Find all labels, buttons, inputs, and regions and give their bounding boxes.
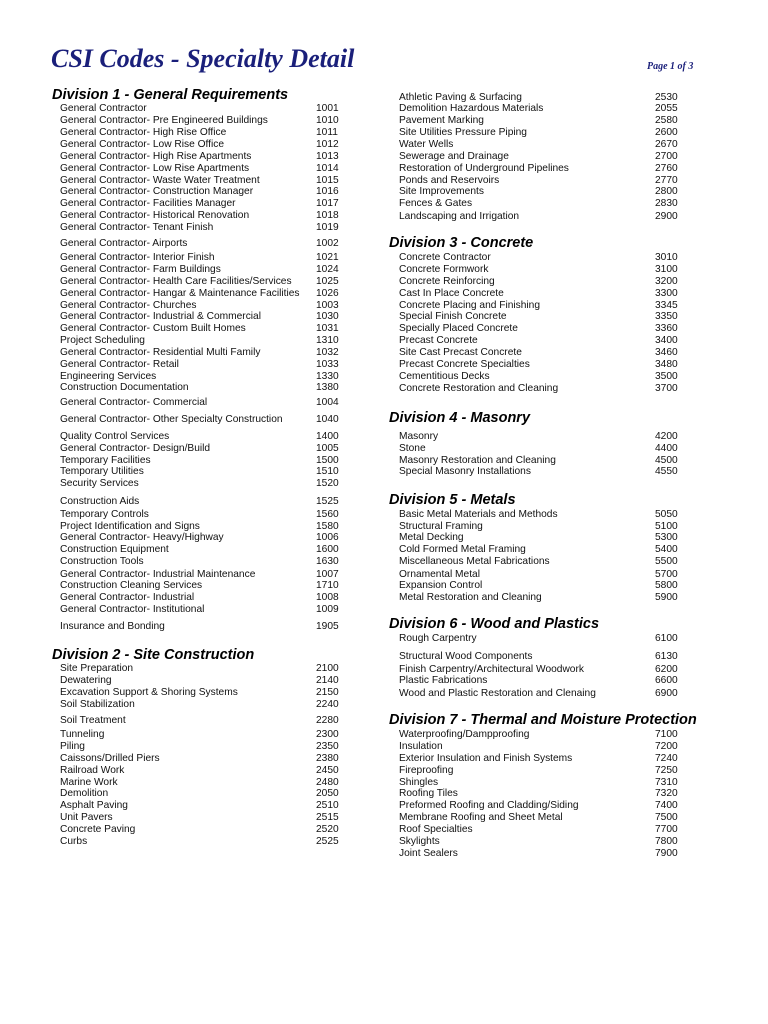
code-row — [399, 311, 689, 323]
specialty-name: Metal Decking — [399, 532, 464, 543]
csi-code: 5400 — [655, 544, 678, 555]
code-row — [399, 651, 689, 663]
specialty-name: Expansion Control — [399, 580, 483, 591]
page-title: CSI Codes - Specialty Detail — [51, 44, 355, 73]
csi-code: 1024 — [316, 264, 339, 275]
csi-code: 7320 — [655, 788, 678, 799]
code-row — [399, 431, 689, 443]
specialty-name: Ponds and Reservoirs — [399, 175, 500, 186]
csi-code: 3345 — [655, 300, 678, 311]
csi-code: 1014 — [316, 163, 339, 174]
csi-code: 2050 — [316, 788, 339, 799]
csi-code: 3300 — [655, 288, 678, 299]
specialty-name: Project Identification and Signs — [60, 521, 200, 532]
csi-code: 5900 — [655, 592, 678, 603]
specialty-name: General Contractor- Historical Renovation — [60, 210, 250, 221]
code-row — [399, 323, 689, 335]
csi-code: 3500 — [655, 371, 678, 382]
csi-code: 1032 — [316, 347, 339, 358]
specialty-name: Asphalt Paving — [60, 800, 128, 811]
specialty-name: Security Services — [60, 478, 139, 489]
division-heading: Division 2 - Site Construction — [52, 647, 255, 663]
code-row — [399, 359, 689, 371]
code-row — [399, 741, 689, 753]
specialty-name: Pavement Marking — [399, 115, 484, 126]
csi-code: 1400 — [316, 431, 339, 442]
csi-code: 2600 — [655, 127, 678, 138]
code-row — [399, 509, 689, 521]
csi-code: 2300 — [316, 729, 339, 740]
specialty-name: General Contractor- Other Specialty Construction — [60, 414, 283, 425]
csi-code: 6600 — [655, 675, 678, 686]
csi-code: 2525 — [316, 836, 339, 847]
csi-code: 1011 — [316, 127, 338, 138]
csi-code: 5500 — [655, 556, 678, 567]
code-row — [399, 198, 689, 210]
specialty-name: Cold Formed Metal Framing — [399, 544, 526, 555]
csi-code: 7200 — [655, 741, 678, 752]
specialty-name: Specially Placed Concrete — [399, 323, 518, 334]
csi-code: 1006 — [316, 532, 339, 543]
specialty-name: General Contractor- Tenant Finish — [60, 222, 214, 233]
csi-code: 2520 — [316, 824, 339, 835]
csi-code: 2055 — [655, 103, 678, 114]
csi-code: 1003 — [316, 300, 339, 311]
csi-code: 1013 — [316, 151, 339, 162]
csi-code: 1021 — [316, 252, 339, 263]
code-row — [399, 335, 689, 347]
specialty-name: Structural Framing — [399, 521, 483, 532]
csi-code: 3350 — [655, 311, 678, 322]
code-row — [399, 371, 689, 383]
specialty-name: General Contractor- Construction Manager — [60, 186, 254, 197]
csi-code: 1015 — [316, 175, 339, 186]
code-row — [399, 729, 689, 741]
specialty-name: Water Wells — [399, 139, 454, 150]
csi-code: 1330 — [316, 371, 339, 382]
code-row — [399, 383, 689, 395]
specialty-name: Fences & Gates — [399, 198, 473, 209]
specialty-name: Special Masonry Installations — [399, 466, 531, 477]
specialty-name: Curbs — [60, 836, 88, 847]
csi-code: 1016 — [316, 186, 339, 197]
division-heading: Division 4 - Masonry — [389, 410, 531, 426]
code-row — [399, 264, 689, 276]
csi-code: 3100 — [655, 264, 678, 275]
specialty-name: Site Preparation — [60, 663, 134, 674]
csi-code: 7100 — [655, 729, 678, 740]
division-heading: Division 5 - Metals — [389, 492, 516, 508]
csi-code: 4500 — [655, 455, 678, 466]
specialty-name: Shingles — [399, 777, 439, 788]
csi-code: 2700 — [655, 151, 678, 162]
code-row — [399, 580, 689, 592]
specialty-name: Construction Cleaning Services — [60, 580, 203, 591]
specialty-name: Precast Concrete — [399, 335, 478, 346]
csi-code: 2515 — [316, 812, 339, 823]
csi-code: 2380 — [316, 753, 339, 764]
specialty-name: General Contractor — [60, 103, 147, 114]
specialty-name: Exterior Insulation and Finish Systems — [399, 753, 573, 764]
specialty-name: Masonry Restoration and Cleaning — [399, 455, 556, 466]
specialty-name: Unit Pavers — [60, 812, 113, 823]
csi-code: 1007 — [316, 569, 339, 580]
csi-code: 2510 — [316, 800, 339, 811]
specialty-name: Demolition — [60, 788, 109, 799]
csi-code: 7250 — [655, 765, 678, 776]
specialty-name: General Contractor- Industrial & Commercial — [60, 311, 261, 322]
code-row — [399, 252, 689, 264]
specialty-name: Temporary Utilities — [60, 466, 144, 477]
specialty-name: General Contractor- Interior Finish — [60, 252, 215, 263]
code-row — [399, 186, 689, 198]
csi-code: 2140 — [316, 675, 339, 686]
code-row — [399, 836, 689, 848]
csi-code: 2670 — [655, 139, 678, 150]
csi-code: 7700 — [655, 824, 678, 835]
csi-code: 5800 — [655, 580, 678, 591]
csi-code: 1026 — [316, 288, 339, 299]
csi-code: 7310 — [655, 777, 678, 788]
specialty-name: Ornamental Metal — [399, 569, 480, 580]
csi-code: 1002 — [316, 238, 339, 249]
division-heading: Division 6 - Wood and Plastics — [389, 616, 600, 632]
specialty-name: Concrete Paving — [60, 824, 136, 835]
csi-code: 7800 — [655, 836, 678, 847]
page-number: Page 1 of 3 — [647, 61, 694, 72]
csi-code: 5300 — [655, 532, 678, 543]
csi-code: 3400 — [655, 335, 678, 346]
specialty-name: Engineering Services — [60, 371, 157, 382]
csi-code: 2530 — [655, 92, 678, 103]
specialty-name: General Contractor- Commercial — [60, 397, 208, 408]
specialty-name: Roofing Tiles — [399, 788, 458, 799]
csi-code: 7500 — [655, 812, 678, 823]
specialty-name: Project Scheduling — [60, 335, 145, 346]
specialty-name: General Contractor- High Rise Apartments — [60, 151, 252, 162]
code-row — [399, 765, 689, 777]
specialty-name: Site Improvements — [399, 186, 484, 197]
specialty-name: General Contractor- Low Rise Office — [60, 139, 225, 150]
csi-code: 1019 — [316, 222, 339, 233]
csi-code: 1040 — [316, 414, 339, 425]
specialty-name: Stone — [399, 443, 426, 454]
code-row — [399, 466, 689, 478]
division-heading: Division 3 - Concrete — [389, 235, 534, 251]
csi-code: 1580 — [316, 521, 339, 532]
specialty-name: General Contractor- Health Care Facilities/Services — [60, 276, 292, 287]
csi-code: 1525 — [316, 496, 339, 507]
csi-code: 3200 — [655, 276, 678, 287]
specialty-name: Restoration of Underground Pipelines — [399, 163, 569, 174]
csi-code: 1600 — [316, 544, 339, 555]
code-row — [399, 163, 689, 175]
csi-code: 6100 — [655, 633, 678, 644]
csi-code: 6200 — [655, 664, 678, 675]
specialty-name: Landscaping and Irrigation — [399, 211, 520, 222]
specialty-name: Concrete Placing and Finishing — [399, 300, 541, 311]
code-row — [399, 103, 689, 115]
code-row — [399, 824, 689, 836]
specialty-name: Soil Stabilization — [60, 699, 135, 710]
specialty-name: Finish Carpentry/Architectural Woodwork — [399, 664, 584, 675]
csi-code: 6130 — [655, 651, 678, 662]
specialty-name: Soil Treatment — [60, 715, 126, 726]
csi-code: 3360 — [655, 323, 678, 334]
specialty-name: Basic Metal Materials and Methods — [399, 509, 558, 520]
specialty-name: General Contractor- Churches — [60, 300, 197, 311]
csi-code: 2760 — [655, 163, 678, 174]
csi-code: 7240 — [655, 753, 678, 764]
code-row — [399, 800, 689, 812]
code-row — [399, 347, 689, 359]
specialty-name: Temporary Facilities — [60, 455, 151, 466]
csi-code: 1005 — [316, 443, 339, 454]
specialty-name: Structural Wood Components — [399, 651, 533, 662]
csi-code: 1380 — [316, 382, 339, 393]
csi-code: 5700 — [655, 569, 678, 580]
csi-code: 4400 — [655, 443, 678, 454]
specialty-name: Precast Concrete Specialties — [399, 359, 530, 370]
code-row — [399, 532, 689, 544]
csi-code: 2770 — [655, 175, 678, 186]
specialty-name: Site Utilities Pressure Piping — [399, 127, 527, 138]
specialty-name: General Contractor- Industrial — [60, 592, 195, 603]
csi-code: 1017 — [316, 198, 339, 209]
specialty-name: General Contractor- Industrial Maintenance — [60, 569, 256, 580]
specialty-name: Marine Work — [60, 777, 118, 788]
code-row — [399, 556, 689, 568]
specialty-name: Roof Specialties — [399, 824, 473, 835]
csi-code: 2150 — [316, 687, 339, 698]
csi-code: 5100 — [655, 521, 678, 532]
specialty-name: Cementitious Decks — [399, 371, 490, 382]
specialty-name: Construction Equipment — [60, 544, 169, 555]
division-heading: Division 1 - General Requirements — [52, 87, 289, 103]
csi-code: 2450 — [316, 765, 339, 776]
specialty-name: General Contractor- Custom Built Homes — [60, 323, 246, 334]
code-row — [399, 592, 689, 604]
code-row — [399, 127, 689, 139]
code-row — [399, 788, 689, 800]
specialty-name: General Contractor- Low Rise Apartments — [60, 163, 250, 174]
specialty-name: Piling — [60, 741, 85, 752]
csi-code: 2480 — [316, 777, 339, 788]
code-row — [399, 443, 689, 455]
csi-code: 1018 — [316, 210, 339, 221]
specialty-name: Excavation Support & Shoring Systems — [60, 687, 238, 698]
csi-code: 1033 — [316, 359, 339, 370]
specialty-name: General Contractor- Airports — [60, 238, 188, 249]
specialty-name: General Contractor- Waste Water Treatment — [60, 175, 260, 186]
specialty-name: Metal Restoration and Cleaning — [399, 592, 542, 603]
csi-code: 1905 — [316, 621, 339, 632]
specialty-name: Wood and Plastic Restoration and Clenaing — [399, 688, 596, 699]
specialty-name: Construction Documentation — [60, 382, 189, 393]
code-row — [399, 633, 689, 645]
csi-code: 2800 — [655, 186, 678, 197]
specialty-name: Special Finish Concrete — [399, 311, 507, 322]
specialty-name: Quality Control Services — [60, 431, 170, 442]
specialty-name: Railroad Work — [60, 765, 125, 776]
specialty-name: Concrete Restoration and Cleaning — [399, 383, 559, 394]
specialty-name: Athletic Paving & Surfacing — [399, 92, 522, 103]
specialty-name: Rough Carpentry — [399, 633, 477, 644]
csi-code: 1008 — [316, 592, 339, 603]
specialty-name: Preformed Roofing and Cladding/Siding — [399, 800, 579, 811]
code-row — [399, 675, 689, 687]
csi-code: 1030 — [316, 311, 339, 322]
specialty-name: Concrete Reinforcing — [399, 276, 495, 287]
specialty-name: General Contractor- Retail — [60, 359, 179, 370]
csi-code: 3010 — [655, 252, 678, 263]
specialty-name: Insurance and Bonding — [60, 621, 165, 632]
specialty-name: General Contractor- Heavy/Highway — [60, 532, 224, 543]
specialty-name: Caissons/Drilled Piers — [60, 753, 160, 764]
specialty-name: Waterproofing/Dampproofing — [399, 729, 530, 740]
csi-code: 1031 — [316, 323, 339, 334]
csi-code: 2900 — [655, 211, 678, 222]
csi-code: 1001 — [316, 103, 339, 114]
csi-code: 1025 — [316, 276, 339, 287]
csi-code: 2830 — [655, 198, 678, 209]
code-row — [399, 139, 689, 151]
csi-code: 4200 — [655, 431, 678, 442]
code-row — [399, 688, 689, 700]
csi-code: 1009 — [316, 604, 339, 615]
specialty-name: Demolition Hazardous Materials — [399, 103, 544, 114]
specialty-name: Joint Sealers — [399, 848, 458, 859]
csi-code: 7900 — [655, 848, 678, 859]
csi-code: 2100 — [316, 663, 339, 674]
specialty-name: Tunneling — [60, 729, 105, 740]
csi-code: 1010 — [316, 115, 339, 126]
csi-code: 7400 — [655, 800, 678, 811]
csi-code: 1012 — [316, 139, 339, 150]
csi-code: 4550 — [655, 466, 678, 477]
specialty-name: General Contractor- High Rise Office — [60, 127, 227, 138]
specialty-name: Fireproofing — [399, 765, 454, 776]
csi-code: 1500 — [316, 455, 339, 466]
csi-code: 1520 — [316, 478, 339, 489]
specialty-name: Insulation — [399, 741, 443, 752]
csi-code: 1310 — [316, 335, 339, 346]
csi-code: 1630 — [316, 556, 339, 567]
specialty-name: Cast In Place Concrete — [399, 288, 504, 299]
code-row — [399, 753, 689, 765]
code-row — [399, 276, 689, 288]
specialty-name: Concrete Contractor — [399, 252, 491, 263]
specialty-name: Dewatering — [60, 675, 112, 686]
specialty-name: Concrete Formwork — [399, 264, 489, 275]
csi-code: 1004 — [316, 397, 339, 408]
specialty-name: General Contractor- Residential Multi Family — [60, 347, 261, 358]
specialty-name: General Contractor- Design/Build — [60, 443, 211, 454]
csi-code: 1710 — [316, 580, 339, 591]
specialty-name: Masonry — [399, 431, 439, 442]
specialty-name: General Contractor- Pre Engineered Buildings — [60, 115, 268, 126]
csi-code: 2240 — [316, 699, 339, 710]
specialty-name: Miscellaneous Metal Fabrications — [399, 556, 550, 567]
csi-code: 2280 — [316, 715, 339, 726]
csi-code: 1510 — [316, 466, 339, 477]
specialty-name: General Contractor- Facilities Manager — [60, 198, 236, 209]
code-row — [399, 848, 689, 860]
specialty-name: Plastic Fabrications — [399, 675, 488, 686]
csi-code: 2580 — [655, 115, 678, 126]
specialty-name: Site Cast Precast Concrete — [399, 347, 522, 358]
code-row — [399, 115, 689, 127]
code-row — [399, 812, 689, 824]
code-row — [399, 211, 689, 223]
specialty-name: Skylights — [399, 836, 440, 847]
code-row — [399, 544, 689, 556]
specialty-name: General Contractor- Hangar & Maintenance Facilities — [60, 288, 300, 299]
specialty-name: Construction Aids — [60, 496, 140, 507]
code-row — [399, 151, 689, 163]
csi-code: 2350 — [316, 741, 339, 752]
specialty-name: Temporary Controls — [60, 509, 149, 520]
csi-code: 1560 — [316, 509, 339, 520]
division-heading: Division 7 - Thermal and Moisture Protection — [389, 712, 697, 728]
specialty-name: Membrane Roofing and Sheet Metal — [399, 812, 563, 823]
code-row — [399, 288, 689, 300]
specialty-name: General Contractor- Institutional — [60, 604, 205, 615]
specialty-name: Sewerage and Drainage — [399, 151, 509, 162]
csi-code: 5050 — [655, 509, 678, 520]
specialty-name: General Contractor- Farm Buildings — [60, 264, 221, 275]
csi-code: 3460 — [655, 347, 678, 358]
csi-code: 3700 — [655, 383, 678, 394]
csi-code: 6900 — [655, 688, 678, 699]
specialty-name: Construction Tools — [60, 556, 144, 567]
csi-code: 3480 — [655, 359, 678, 370]
